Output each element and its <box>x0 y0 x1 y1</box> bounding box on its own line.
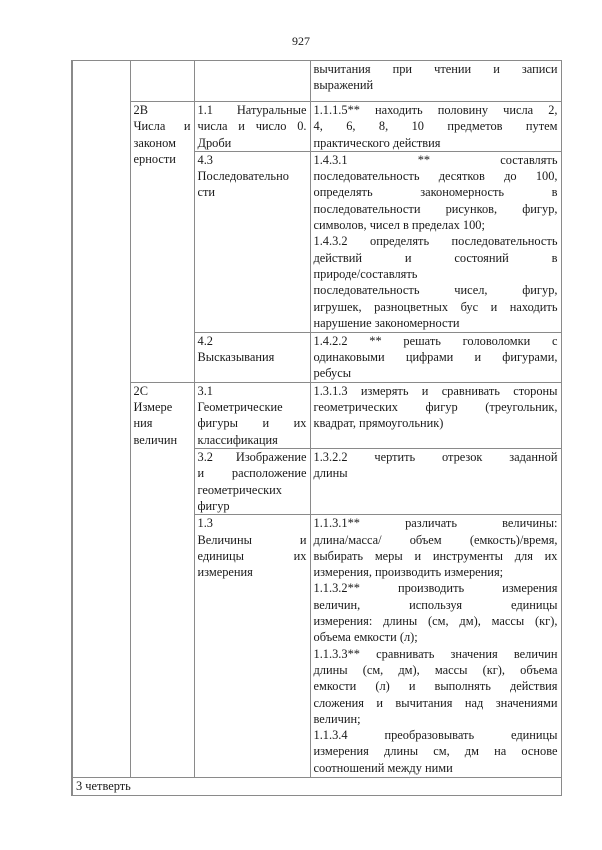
topic-line: Дроби <box>197 135 232 150</box>
goal-line: 1.1.3.3** сравнивать значения величин <box>313 646 558 661</box>
topic-line: Величины и <box>197 532 307 547</box>
section-label-line: 2С <box>133 383 148 398</box>
goal-cell <box>310 449 561 515</box>
topic-line: 3.1 <box>197 383 213 398</box>
goal-line: последовательности рисунков, фигур, <box>313 201 558 216</box>
table-row <box>72 382 561 448</box>
goal-line: действий и состояний в <box>313 250 558 265</box>
goal-line: соотношений между ними <box>313 760 453 775</box>
goal-line: выбирать меры и инструменты для их <box>313 548 558 563</box>
goal-cell <box>310 332 561 382</box>
goal-line: 1.1.3.1** различать величины: <box>313 516 558 531</box>
goal-line: 1.1.3.4 преобразовывать единицы <box>313 728 558 743</box>
goal-line: выражений <box>313 78 374 93</box>
topic-cell <box>194 332 310 382</box>
goal-line: объема емкости (л); <box>313 630 418 645</box>
goal-line: геометрических фигур (треугольник, <box>313 400 558 415</box>
topic-line: сти <box>197 185 216 200</box>
goal-line: величин, используя единицы <box>313 597 558 612</box>
goal-line: 4, 6, 8, 10 предметов путем <box>313 119 558 134</box>
goal-line: практического действия <box>313 135 441 150</box>
goal-line: измерения длины см, дм на основе <box>313 744 558 759</box>
topic-line: числа и число 0. <box>197 119 307 134</box>
topic-cell-empty <box>194 61 310 102</box>
goal-line: сложения и вычитания над значениями <box>313 695 558 710</box>
section-cell-2b <box>130 102 194 383</box>
topic-line: геометрических <box>197 482 282 497</box>
quarter-row-label: 3 четверть <box>72 778 561 795</box>
goal-line: величин; <box>313 711 361 726</box>
goal-line: ребусы <box>313 366 352 381</box>
topic-line: 1.1 Натуральные <box>197 103 307 117</box>
goal-cell <box>310 151 561 332</box>
goal-line: длина/масса/ объем (емкость)/время, <box>313 532 558 547</box>
goal-line: 1.4.3.1 ** составлять <box>313 152 558 167</box>
section-label-line: ния <box>133 416 153 431</box>
goal-line: измерения: длины (см, дм), массы (кг), <box>313 614 558 629</box>
goal-line: последовательность десятков до 100, <box>313 169 558 184</box>
topic-cell <box>194 151 310 332</box>
page-number: 927 <box>292 34 310 48</box>
section-label-line: величин <box>133 432 178 447</box>
goal-line: емкости (л) и выполнять действия <box>313 679 558 694</box>
goal-line: последовательность чисел, фигур, <box>313 283 558 298</box>
section-label-line: 2В <box>133 103 148 117</box>
topic-cell <box>194 382 310 448</box>
goal-line: измерения, производить измерения; <box>313 565 504 580</box>
goal-line: определять закономерность в <box>313 185 558 200</box>
topic-line: единицы их <box>197 548 307 563</box>
topic-line: Последовательно <box>197 169 289 184</box>
topic-line: классификация <box>197 432 278 447</box>
goal-line: природе/составлять <box>313 266 418 281</box>
goal-line: 1.1.3.2** производить измерения <box>313 581 558 596</box>
goal-cell <box>310 515 561 778</box>
curriculum-table <box>71 60 562 796</box>
topic-line: Высказывания <box>197 350 275 365</box>
goal-line: длины <box>313 466 348 481</box>
goal-line: 1.1.1.5** находить половину числа 2, <box>313 103 558 117</box>
section-cell-empty <box>130 61 194 102</box>
topic-line: фигуры и их <box>197 416 307 431</box>
goal-cell <box>310 61 561 102</box>
quarter-cell-empty <box>72 61 130 778</box>
topic-line: и расположение <box>197 466 307 481</box>
goal-cell <box>310 382 561 448</box>
topic-line: Геометрические <box>197 400 283 415</box>
goal-cell <box>310 102 561 152</box>
table-row <box>72 61 561 102</box>
goal-line: игрушек, разноцветных бус и находить <box>313 299 558 314</box>
topic-line: 3.2 Изображение <box>197 450 307 465</box>
goal-line: 1.3.1.3 измерять и сравнивать стороны <box>313 383 558 398</box>
goal-line: 1.3.2.2 чертить отрезок заданной <box>313 450 558 465</box>
topic-cell <box>194 449 310 515</box>
goal-line: длины (см, дм), массы (кг), объема <box>313 662 558 677</box>
section-label-line: ерности <box>133 151 176 166</box>
topic-cell <box>194 515 310 778</box>
section-label-line: законом <box>133 135 176 150</box>
topic-line: фигур <box>197 498 230 513</box>
topic-line: 4.2 <box>197 333 213 348</box>
goal-line: одинаковыми цифрами и фигурами, <box>313 350 558 365</box>
section-cell-2c <box>130 382 194 777</box>
topic-line: 4.3 <box>197 152 213 167</box>
goal-line: 1.4.3.2 определять последовательность <box>313 234 558 249</box>
goal-line: вычитания при чтении и записи <box>313 62 558 76</box>
goal-line: нарушение закономерности <box>313 315 460 330</box>
topic-line: измерения <box>197 565 253 580</box>
section-label-line: Числа и <box>133 119 191 134</box>
topic-line: 1.3 <box>197 516 213 531</box>
goal-line: квадрат, прямоугольник) <box>313 416 444 431</box>
table-row <box>72 778 561 795</box>
table-row <box>72 102 561 152</box>
topic-cell <box>194 102 310 152</box>
goal-line: 1.4.2.2 ** решать головоломки с <box>313 333 558 348</box>
section-label-line: Измере <box>133 400 173 415</box>
goal-line: символов, чисел в пределах 100; <box>313 218 485 233</box>
